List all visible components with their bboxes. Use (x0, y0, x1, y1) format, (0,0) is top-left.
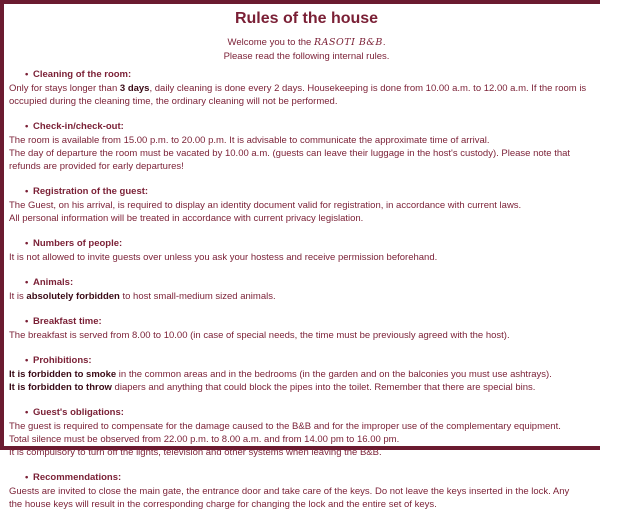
section-text: It is compulsory to turn off the lights, television and other systems when leaving the B&B. (9, 447, 382, 458)
section-text: Guests are invited to close the main gate, the entrance door and take care of the keys. Do not leave the keys inserted in the lock. Any (9, 486, 570, 497)
welcome-prefix: Welcome you to the (227, 37, 314, 48)
section-heading: • Cleaning of the room: (9, 68, 629, 82)
section-text: It is not allowed to invite guests over unless you ask your hostess and receive permission beforehand. (9, 252, 438, 263)
section-heading: • Breakfast time: (9, 315, 629, 329)
section-heading: • Prohibitions: (9, 354, 629, 368)
section-text: the house keys will result in the corresponding charge for changing the lock and the entire set of keys. (9, 499, 437, 510)
text-run: It is (9, 291, 27, 302)
text-run: in the common areas and in the bedrooms (in the garden and on the balconies you must use ashtrays). (116, 369, 552, 380)
bold-run: It is forbidden to throw (9, 382, 112, 393)
section-text: The guest is required to compensate for the damage caused to the B&B and for the improper use of the complementary equipment. (9, 421, 561, 432)
section-obligations (9, 406, 629, 459)
section-text: The room is available from 15.00 p.m. to 20.00 p.m. It is advisable to communicate the approximate time of arrival. (9, 135, 490, 146)
brand-logo: RASOTI B&B (313, 37, 383, 48)
section-text (9, 368, 629, 381)
section-text (9, 82, 629, 95)
section-registration (9, 185, 629, 225)
intro-block (9, 36, 604, 64)
bold-run: It is forbidden to smoke (9, 369, 117, 380)
text-run: Only for stays longer than (9, 83, 120, 94)
bold-run: 3 days (119, 83, 150, 94)
section-heading: • Recommendations: (9, 471, 629, 485)
section-text: occupied during the cleaning time, the ordinary cleaning will not be performed. (9, 96, 338, 107)
section-prohibitions (9, 354, 629, 394)
bold-run: absolutely forbidden (26, 291, 120, 302)
section-text: Total silence must be observed from 22.00 p.m. to 8.00 a.m. and from 14.00 pm to 16.00 pm. (9, 434, 400, 445)
text-run: diapers and anything that could block the pipes into the toilet. Remember that there are special bins. (111, 382, 536, 393)
section-text (9, 381, 629, 394)
section-heading: • Check-in/check-out: (9, 120, 629, 134)
section-heading: • Registration of the guest: (9, 185, 629, 199)
section-cleaning (9, 68, 629, 108)
welcome-line (9, 36, 604, 50)
section-text: The day of departure the room must be vacated by 10.00 a.m. (guests can leave their luggage in the host's custody). Please note that (9, 148, 571, 159)
text-run: to host small-medium sized animals. (119, 291, 276, 302)
read-rules-line: Please read the following internal rules. (223, 51, 390, 62)
section-recommendations (9, 471, 629, 511)
section-checkin (9, 120, 629, 173)
section-text (9, 290, 629, 303)
section-heading: • Numbers of people: (9, 237, 629, 251)
section-text: All personal information will be treated in accordance with current privacy legislation. (9, 213, 364, 224)
text-run: , daily cleaning is done every 2 days. Housekeeping is done from 10.00 a.m. to 12.00 a.m. If the room is (149, 83, 587, 94)
section-text: The Guest, on his arrival, is required to display an identity document valid for registration, in accordance with current laws. (9, 200, 522, 211)
section-heading: • Guest's obligations: (9, 406, 629, 420)
page-title: Rules of the house (234, 10, 379, 27)
section-text: refunds are provided for early departures! (9, 161, 184, 172)
rules-document (4, 10, 629, 511)
section-people (9, 237, 629, 264)
section-breakfast (9, 315, 629, 342)
welcome-suffix: . (382, 37, 386, 48)
section-text: The breakfast is served from 8.00 to 10.00 (in case of special needs, the time must be previously agreed with the host). (9, 330, 510, 341)
section-heading: • Animals: (9, 276, 629, 290)
section-animals (9, 276, 629, 303)
